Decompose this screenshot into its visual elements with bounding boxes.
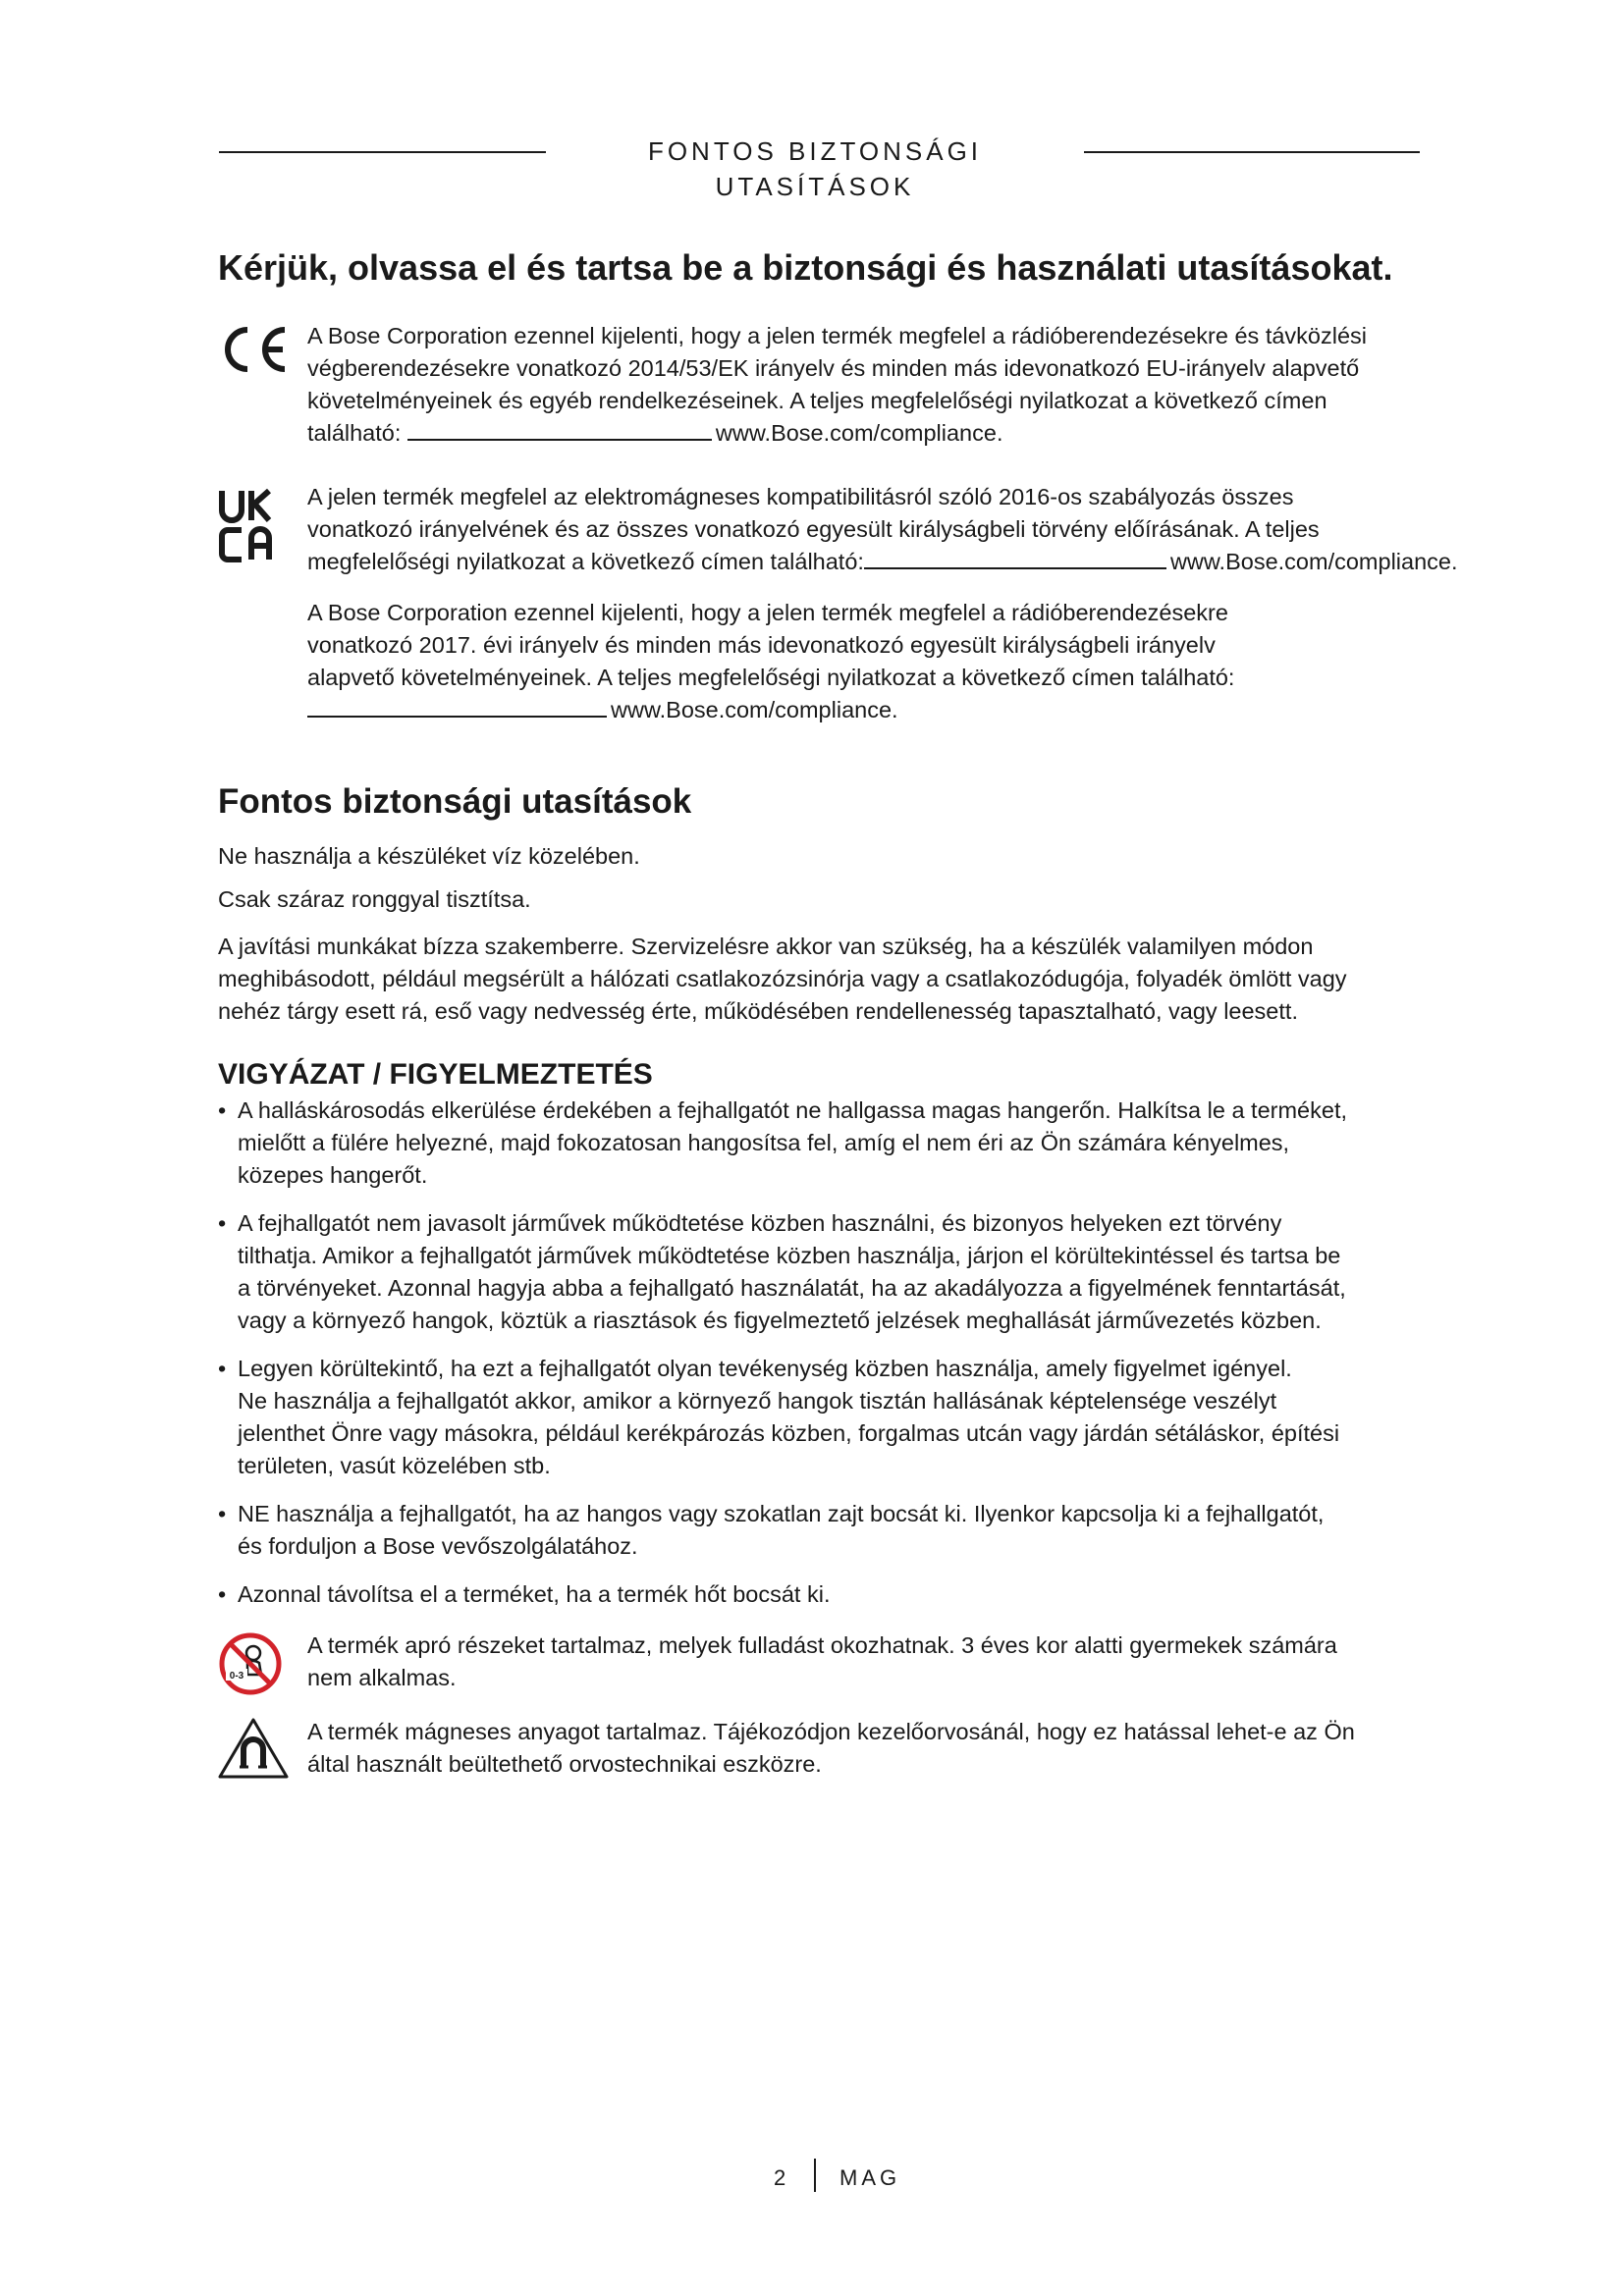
safety-p2: Csak száraz ronggyal tisztítsa. — [218, 886, 531, 912]
ce-line-4 — [307, 417, 1367, 450]
warning-item-2-line-3: a törvényeket. Azonnal hagyja abba a fejhallgató használatát, ha az akadályozza a figyelmének fenntartását, — [238, 1275, 1346, 1301]
age-badge: 0-3 — [229, 1671, 244, 1682]
warning-item-2-line-1: A fejhallgatót nem javasolt járművek működtetése közben használni, és bizonyos helyeken ezt törvény — [238, 1210, 1282, 1236]
bullet-marker: • — [218, 1356, 227, 1381]
warning-item-4-line-1: NE használja a fejhallgatót, ha az hangos vagy szokatlan zajt bocsát ki. Ilyenkor kapcsolja ki a fejhallgatót, — [238, 1501, 1325, 1526]
page-number: 2 — [774, 2165, 786, 2190]
ukca-p2-compliance-link[interactable]: www.Bose.com/compliance. — [611, 697, 898, 722]
ukca-p1-line-3-prefix: megfelelőségi nyilatkozat a következő címen található: — [307, 549, 864, 574]
ukca-p2-line-1: A Bose Corporation ezennel kijelenti, hogy a jelen termék megfelel a rádióberendezésekre — [307, 600, 1228, 625]
footer-separator — [814, 2159, 816, 2192]
safety-heading: Fontos biztonsági utasítások — [218, 782, 692, 821]
warning-item-5-line-1: Azonnal távolítsa el a terméket, ha a termék hőt bocsát ki. — [238, 1581, 831, 1607]
warning-item-2-line-4: vagy a környező hangok, köztük a riasztások és figyelmeztető jelzések meghallását járművezetés közben. — [238, 1308, 1322, 1333]
ce-compliance-link[interactable]: www.Bose.com/compliance. — [715, 420, 1003, 446]
ukca-p2-line-3: alapvető követelményeinek. A teljes megfelelőségi nyilatkozat a következő címen található: — [307, 665, 1235, 690]
warning-item-3-line-3: jelenthet Önre vagy másokra, például kerékpározás közben, forgalmas utcán vagy járdán sétáláskor, építési — [238, 1420, 1340, 1446]
ce-declaration — [307, 320, 1367, 450]
no-children-0-3-icon — [218, 1631, 283, 1696]
warning-item-1 — [218, 1095, 1426, 1192]
warning-item-1-line-1: A halláskárosodás elkerülése érdekében a fejhallgatót ne hallgassa magas hangerőn. Halkítsa le a terméket, — [238, 1097, 1347, 1123]
safety-p3-line-3: nehéz tárgy esett rá, eső vagy nedvesség érte, működésében rendellenesség tapasztalható, vagy leesett. — [218, 998, 1298, 1024]
ce-underline-blank — [407, 417, 712, 441]
warning-item-4 — [218, 1498, 1426, 1563]
warning-list — [218, 1095, 1426, 1627]
choking-line-2: nem alkalmas. — [307, 1665, 457, 1690]
choking-line-1: A termék apró részeket tartalmaz, melyek fulladást okozhatnak. 3 éves kor alatti gyermekek számára — [307, 1632, 1337, 1658]
magnet-warning-icon — [216, 1716, 291, 1781]
ce-line-1: A Bose Corporation ezennel kijelenti, hogy a jelen termék megfelel a rádióberendezésekre és távközlési — [307, 323, 1368, 348]
safety-p3-line-1: A javítási munkákat bízza szakemberre. Szervizelésre akkor van szükség, ha a készülék valamilyen módon — [218, 934, 1314, 959]
ukca-p1-underline-blank — [864, 546, 1166, 569]
warning-item-1-line-3: közepes hangerőt. — [238, 1162, 428, 1188]
warning-heading: VIGYÁZAT / FIGYELMEZTETÉS — [218, 1058, 653, 1091]
choking-warning — [307, 1629, 1337, 1694]
bullet-marker: • — [218, 1581, 227, 1607]
header-rule-right — [1084, 151, 1420, 153]
warning-item-3 — [218, 1353, 1426, 1482]
warning-item-5 — [218, 1578, 1426, 1611]
bullet-marker: • — [218, 1210, 227, 1236]
ukca-p2-underline-blank — [307, 694, 607, 718]
warning-item-3-line-2: Ne használja a fejhallgatót akkor, amikor a környező hangok tisztán hallásának képtelensége veszélyt — [238, 1388, 1277, 1414]
ukca-p2-line-2: vonatkozó 2017. évi irányelv és minden más idevonatkozó egyesült királyságbeli irányelv — [307, 632, 1216, 658]
magnet-warning — [307, 1716, 1355, 1781]
ce-line-3: követelményeinek és egyéb rendelkezéseinek. A teljes megfelelőségi nyilatkozat a következő címen — [307, 388, 1327, 413]
header-title: FONTOS BIZTONSÁGI UTASÍTÁSOK — [647, 136, 983, 201]
ce-line-2: végberendezésekre vonatkozó 2014/53/EK irányelv és minden más idevonatkozó EU-irányelv alapvető — [307, 355, 1360, 381]
ukca-p1-line-2: vonatkozó irányelvének és az összes vonatkozó egyesült királyságbeli törvény előírásának. A teljes — [307, 516, 1320, 542]
warning-item-3-line-4: területen, vasút közelében stb. — [238, 1453, 551, 1478]
bullet-marker: • — [218, 1501, 227, 1526]
ukca-mark-icon — [218, 487, 273, 563]
ukca-p1-line-3 — [307, 546, 1458, 578]
warning-item-1-line-2: mielőtt a fülére helyezné, majd fokozatosan hangosítsa fel, amíg el nem éri az Ön számára kényelmes, — [238, 1130, 1290, 1155]
ukca-p1-compliance-link[interactable]: www.Bose.com/compliance. — [1169, 549, 1458, 574]
language-code: MAG — [839, 2165, 901, 2190]
intro-heading: Kérjük, olvassa el és tartsa be a biztonsági és használati utasításokat. — [218, 247, 1393, 288]
warning-item-4-line-2: és forduljon a Bose vevőszolgálatához. — [238, 1533, 638, 1559]
ce-mark-icon — [218, 324, 289, 375]
warning-item-2 — [218, 1207, 1426, 1337]
bullet-marker: • — [218, 1097, 227, 1123]
header-rule-left — [219, 151, 546, 153]
ukca-emc-declaration — [307, 481, 1458, 578]
safety-p3-line-2: meghibásodott, például megsérült a hálózati csatlakozózsinórja vagy a csatlakozódugója, folyadék ömlött vagy — [218, 966, 1347, 991]
ukca-p2-line-4 — [307, 694, 1234, 726]
warning-item-2-line-2: tilthatja. Amikor a fejhallgatót járművek működtetése közben használja, járjon el körültekintéssel és tartsa be — [238, 1243, 1341, 1268]
warning-item-3-line-1: Legyen körültekintő, ha ezt a fejhallgatót olyan tevékenység közben használja, amely figyelmet igényel. — [238, 1356, 1292, 1381]
safety-p3 — [218, 931, 1347, 1028]
ukca-p1-line-1: A jelen termék megfelel az elektromágneses kompatibilitásról szóló 2016-os szabályozás összes — [307, 484, 1294, 509]
ce-line-4-prefix: található: — [307, 420, 402, 446]
safety-p1: Ne használja a készüléket víz közelében. — [218, 843, 640, 869]
magnet-line-2: által használt beültethető orvostechnikai eszközre. — [307, 1751, 822, 1777]
magnet-line-1: A termék mágneses anyagot tartalmaz. Tájékozódjon kezelőorvosánál, hogy ez hatással lehet-e az Ön — [307, 1719, 1355, 1744]
ukca-radio-declaration — [307, 597, 1234, 726]
